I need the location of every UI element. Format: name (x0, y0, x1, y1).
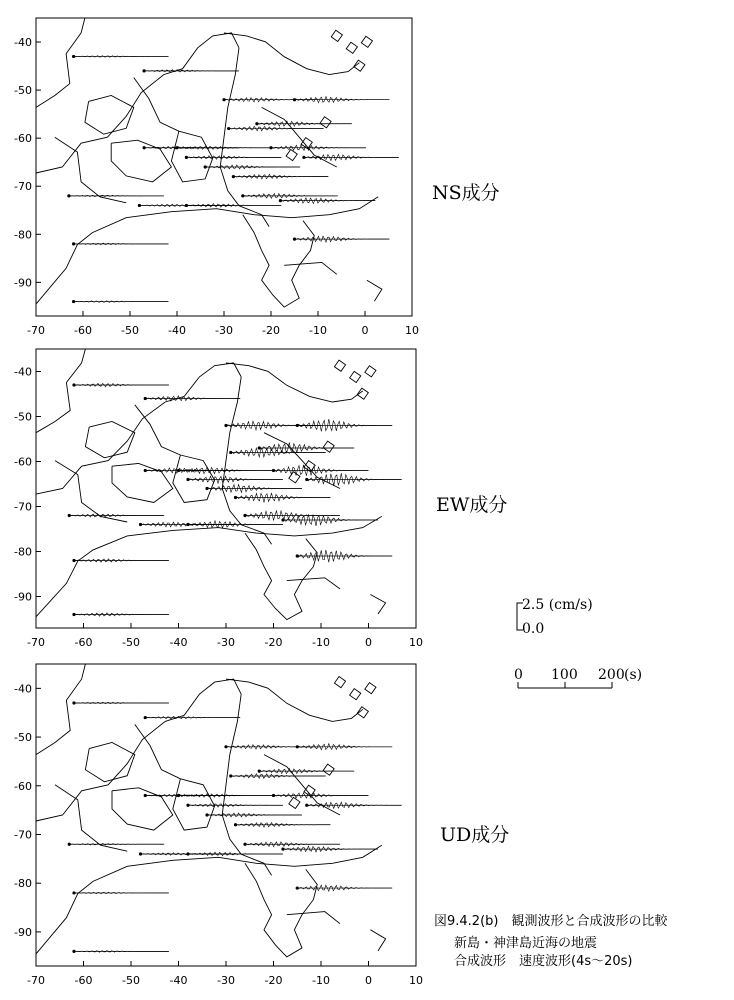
y-tick-label: -70 (14, 828, 32, 842)
island-outline (331, 30, 342, 41)
coastline (36, 516, 382, 616)
coastline (287, 578, 340, 589)
island-outline (365, 366, 376, 377)
coastline (173, 455, 215, 503)
coastline (370, 930, 385, 951)
coastline (262, 107, 337, 167)
coastline (243, 215, 314, 307)
coastline (112, 788, 173, 830)
y-tick-label: -50 (14, 410, 32, 424)
y-tick-label: -60 (14, 779, 32, 793)
x-tick-label: 0 (361, 324, 369, 337)
panel-label-ns: NS成分 (432, 182, 500, 204)
time-scale-tick-200: 200 (598, 667, 625, 683)
waveform-wiggle (144, 70, 239, 73)
x-tick-label: -10 (309, 324, 327, 337)
coastline (36, 197, 378, 304)
panel-label-ud: UD成分 (440, 824, 510, 846)
y-tick-label: -80 (14, 228, 32, 242)
coastline (36, 845, 382, 954)
waveform-wiggle (229, 126, 324, 131)
coastline (222, 694, 271, 875)
x-tick-label: 10 (405, 324, 419, 337)
map-panel-NS成分 (14, 18, 419, 337)
caption-event: 新島・神津島近海の地震 (454, 936, 598, 951)
x-tick-label: -40 (168, 324, 186, 337)
waveform-wiggle (231, 448, 326, 457)
x-tick-label: -60 (74, 324, 92, 337)
waveform-wiggle (236, 823, 331, 828)
waveform-wiggle (179, 794, 274, 797)
x-tick-label: -50 (122, 974, 140, 987)
x-tick-label: -60 (74, 974, 93, 987)
map-panel-UD成分 (14, 664, 423, 987)
coastline (36, 664, 85, 755)
amplitude-scale-top: 2.5 (cm/s) (522, 597, 593, 613)
x-tick-label: -40 (169, 974, 188, 987)
coastline (171, 131, 212, 182)
y-tick-label: -50 (14, 731, 32, 745)
island-outline (289, 472, 300, 483)
coastline (111, 140, 171, 182)
coastline (55, 137, 126, 203)
island-outline (361, 36, 372, 47)
coastline (134, 78, 179, 132)
coastline (55, 785, 127, 851)
y-tick-label: -60 (14, 132, 32, 146)
waveform-wiggle (231, 774, 326, 779)
x-tick-label: -70 (27, 636, 45, 649)
coastline (222, 377, 271, 544)
island-outline (334, 677, 345, 688)
waveform-wiggle (177, 146, 272, 149)
x-tick-label: -30 (217, 974, 235, 987)
waveform-wiggle (74, 613, 169, 616)
waveform-wiggle (280, 198, 375, 204)
y-tick-label: -90 (14, 925, 32, 939)
island-outline (304, 461, 315, 472)
x-tick-label: -50 (122, 636, 140, 649)
island-outline (334, 360, 345, 371)
coastline (135, 724, 181, 778)
waveform-wiggle (179, 467, 274, 474)
coastline (245, 863, 317, 957)
island-outline (289, 797, 300, 808)
x-tick-label: -30 (217, 636, 235, 649)
y-tick-label: -40 (14, 682, 32, 696)
waveform-wiggle (74, 892, 169, 894)
waveform-wiggle (74, 301, 169, 303)
coastline (245, 533, 317, 620)
panel-label-ew: EW成分 (436, 494, 508, 516)
waveform-wiggle (145, 396, 240, 401)
waveform-wiggle (69, 843, 164, 845)
caption-title: 図9.4.2(b) 観測波形と合成波形の比較 (434, 914, 668, 929)
coastline (370, 595, 385, 615)
y-tick-label: -70 (14, 180, 32, 194)
time-scale-unit: (s) (624, 667, 643, 683)
x-tick-label: -20 (262, 324, 280, 337)
coastline (135, 405, 181, 455)
x-tick-label: 0 (365, 636, 372, 649)
coastline (36, 349, 85, 433)
island-outline (350, 689, 361, 700)
waveform-wiggle (69, 514, 164, 517)
x-tick-label: -70 (27, 974, 45, 987)
y-tick-label: -70 (14, 500, 32, 514)
island-outline (323, 441, 334, 452)
x-tick-label: -20 (264, 974, 283, 987)
coastline (264, 755, 340, 815)
y-tick-label: -60 (14, 455, 32, 469)
coastline (112, 463, 173, 502)
caption-waveform: 合成波形 速度波形(4s～20s) (454, 954, 633, 969)
island-outline (323, 764, 334, 775)
x-tick-label: 0 (365, 974, 372, 987)
coastline (85, 96, 134, 135)
island-outline (320, 117, 331, 128)
y-tick-label: -80 (14, 545, 32, 559)
coastline (173, 779, 215, 830)
x-tick-label: 10 (409, 974, 423, 987)
y-tick-label: -90 (14, 276, 32, 290)
y-tick-label: -50 (14, 84, 32, 98)
coastline (55, 461, 127, 522)
waveform-wiggle (74, 951, 169, 953)
amplitude-scale-bottom: 0.0 (522, 621, 545, 637)
coastline (220, 48, 269, 227)
coastline (85, 422, 134, 458)
island-outline (346, 42, 357, 53)
y-tick-label: -40 (14, 365, 32, 379)
island-outline (350, 371, 361, 382)
waveform-wiggle (69, 195, 163, 197)
time-scale-tick-0: 0 (514, 667, 523, 683)
x-tick-label: -10 (312, 974, 330, 987)
x-tick-label: -20 (264, 636, 283, 649)
island-outline (286, 150, 297, 161)
y-tick-label: -40 (14, 36, 32, 50)
coastline (284, 262, 337, 274)
y-tick-label: -90 (14, 590, 32, 604)
coastline (36, 18, 85, 107)
waveform-wiggle (74, 56, 169, 58)
coastline (85, 743, 134, 782)
island-outline (365, 683, 376, 694)
map-panel-EW成分 (14, 349, 423, 649)
x-tick-label: -40 (169, 636, 188, 649)
time-scale-tick-100: 100 (551, 667, 578, 683)
x-tick-label: -70 (27, 324, 45, 337)
x-tick-label: -60 (74, 636, 93, 649)
x-tick-label: -30 (215, 324, 233, 337)
waveform-wiggle (233, 174, 328, 179)
waveform-wiggle (145, 716, 240, 719)
x-tick-label: 10 (409, 636, 423, 649)
coastline (287, 912, 340, 924)
x-tick-label: -10 (312, 636, 330, 649)
coastline (367, 280, 382, 301)
waveform-wiggle (236, 493, 331, 502)
x-tick-label: -50 (121, 324, 139, 337)
y-tick-label: -80 (14, 877, 32, 891)
coastline (264, 433, 340, 489)
